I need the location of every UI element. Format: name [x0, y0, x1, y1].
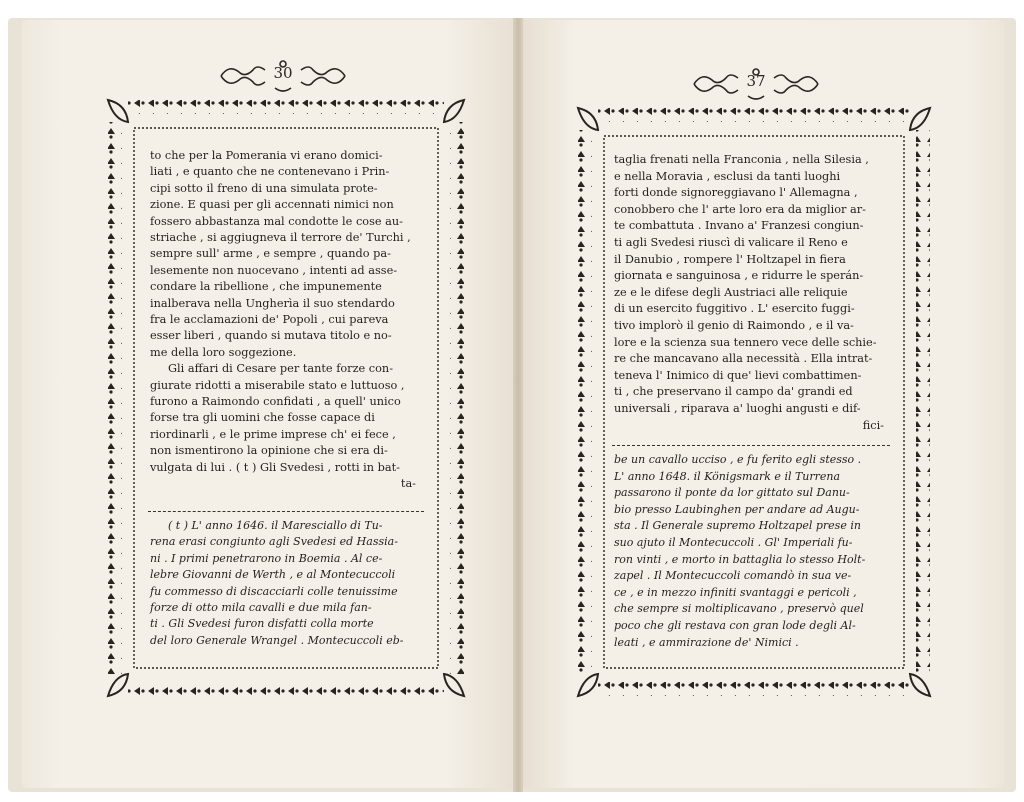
- right-footnote: [614, 452, 888, 652]
- text-line: taglia frenati nella Franconia , nella Silesia ,: [614, 153, 869, 166]
- text-line: che sempre si moltiplicavano , preservò quel: [614, 602, 864, 616]
- text-line: striache , si aggiugneva il terrore de' Turchi ,: [150, 231, 411, 244]
- text-line: esser liberi , quando si mutava titolo e no-: [150, 329, 392, 343]
- text-line: ce , e in mezzo infiniti svantaggi e pericoli ,: [614, 585, 857, 599]
- text-line: rena erasi congiunto agli Svedesi ed Hassia-: [150, 535, 398, 549]
- text-line: universali , riparava a' luoghi angusti e dif-: [614, 402, 861, 415]
- text-line: zione. E quasi per gli accennati nimici non: [150, 198, 394, 212]
- page-number: 30: [273, 64, 293, 82]
- text-line: ti agli Svedesi riuscì di valicare il Reno e: [614, 236, 848, 249]
- text-line: poco che gli restava con gran lode degli Al-: [614, 619, 856, 632]
- text-line: te combattuta . Invano a' Franzesi congiun-: [614, 219, 864, 233]
- text-line: ze e le difese degli Austriaci alle reliquie: [614, 285, 848, 299]
- text-line: cipi sotto il freno di una simulata prote-: [150, 181, 378, 195]
- text-line: leati , e ammirazione de' Nimici .: [614, 635, 799, 649]
- text-line: giurate ridotti a miserabile stato e luttuoso ,: [150, 378, 405, 392]
- text-line: di un esercito fuggitivo . L' esercito fuggi-: [614, 302, 855, 316]
- text-line: riordinarli , e le prime imprese ch' ei fece ,: [150, 427, 396, 441]
- text-line: ta-: [400, 477, 416, 490]
- text-line: Gli affari di Cesare per tante forze con-: [168, 362, 394, 376]
- text-line: forti donde signoreggiavano l' Allemagna ,: [614, 186, 858, 200]
- text-line: il Danubio , rompere l' Holtzapel in fiera: [614, 252, 846, 266]
- text-line: teneva l' Inimico di que' lievi combattimen-: [614, 368, 862, 382]
- text-line: ti . Gli Svedesi furon disfatti colla morte: [150, 617, 374, 631]
- text-line: fossero abbastanza mal condotte le cose au-: [150, 214, 403, 228]
- text-line: non ismentirono la opinione che si era di-: [150, 444, 388, 458]
- text-line: sempre sull' arme , e sempre , quando pa-: [150, 247, 391, 261]
- text-line: to che per la Pomerania vi erano domici-: [150, 149, 383, 162]
- text-line: sta . Il Generale supremo Holtzapel prese in: [614, 519, 861, 533]
- page-number: 37: [746, 72, 766, 90]
- text-line: forze di otto mila cavalli e due mila fan-: [150, 601, 372, 614]
- text-line: suo ajuto il Montecuccoli . Gl' Imperiali fu-: [614, 536, 853, 549]
- text-line: ni . I primi penetrarono in Boemia . Al ce-: [150, 551, 383, 565]
- text-line: ti , che preservano il campo da' grandi ed: [614, 385, 853, 399]
- text-line: vulgata di lui . ( t ) Gli Svedesi , rotti in bat-: [150, 460, 400, 474]
- text-line: lesemente non nuocevano , intenti ad asse-: [150, 263, 398, 277]
- text-line: inalberava nella Ungherìa il suo stendardo: [150, 296, 395, 310]
- right-page-number-ornament: [686, 66, 826, 102]
- text-line: be un cavallo ucciso , e fu ferito egli stesso .: [614, 453, 862, 466]
- text-line: fra le acclamazioni de' Popoli , cui pareva: [150, 313, 389, 326]
- left-footnote: [150, 518, 420, 653]
- text-line: liati , e quanto che ne contenevano i Prin-: [150, 165, 390, 179]
- text-line: bio presso Laubinghen per andare ad Augu-: [614, 502, 860, 516]
- text-line: conobbero che l' arte loro era da miglior ar-: [614, 202, 866, 216]
- text-line: ron vinti , e morto in battaglia lo stesso Holt-: [614, 552, 866, 566]
- footnote-rule: [612, 445, 890, 446]
- text-line: condare la ribellione , che impunemente: [150, 280, 382, 294]
- text-line: me della loro soggezione.: [150, 345, 297, 359]
- text-line: zapel . Il Montecuccoli comandò in sua ve-: [614, 569, 852, 583]
- text-line: lebre Giovanni de Werth , e al Montecuccoli: [150, 568, 396, 582]
- text-line: e nella Moravia , esclusi da tanti luoghi: [614, 169, 841, 183]
- text-line: passarono il ponte da lor gittato sul Danu-: [614, 486, 850, 500]
- text-line: furono a Raimondo confidati , a quell' unico: [150, 395, 401, 408]
- left-main-text: [150, 148, 420, 493]
- text-line: fici-: [862, 418, 884, 432]
- left-page-number-ornament: [213, 58, 353, 94]
- text-line: re che mancavano alla necessità . Ella intrat-: [614, 352, 873, 366]
- text-line: tivo implorò il genio di Raimondo , e il va-: [614, 319, 854, 332]
- text-line: lore e la scienza sua tennero vece delle schie-: [614, 335, 877, 349]
- text-line: forse tra gli uomini che fosse capace di: [150, 411, 375, 425]
- text-line: giornata e sanguinosa , e ridurre le sperán-: [614, 269, 864, 283]
- book-gutter: [513, 18, 523, 792]
- text-line: ( t ) L' anno 1646. il Maresciallo di Tu-: [168, 519, 383, 532]
- footnote-rule: [148, 511, 424, 512]
- text-line: fu commesso di discacciarli colle tenuissime: [150, 584, 398, 598]
- text-line: del loro Generale Wrangel . Montecuccoli eb-: [150, 633, 404, 647]
- text-line: L' anno 1648. il Königsmark e il Turrena: [614, 469, 841, 483]
- right-main-text: [614, 152, 888, 437]
